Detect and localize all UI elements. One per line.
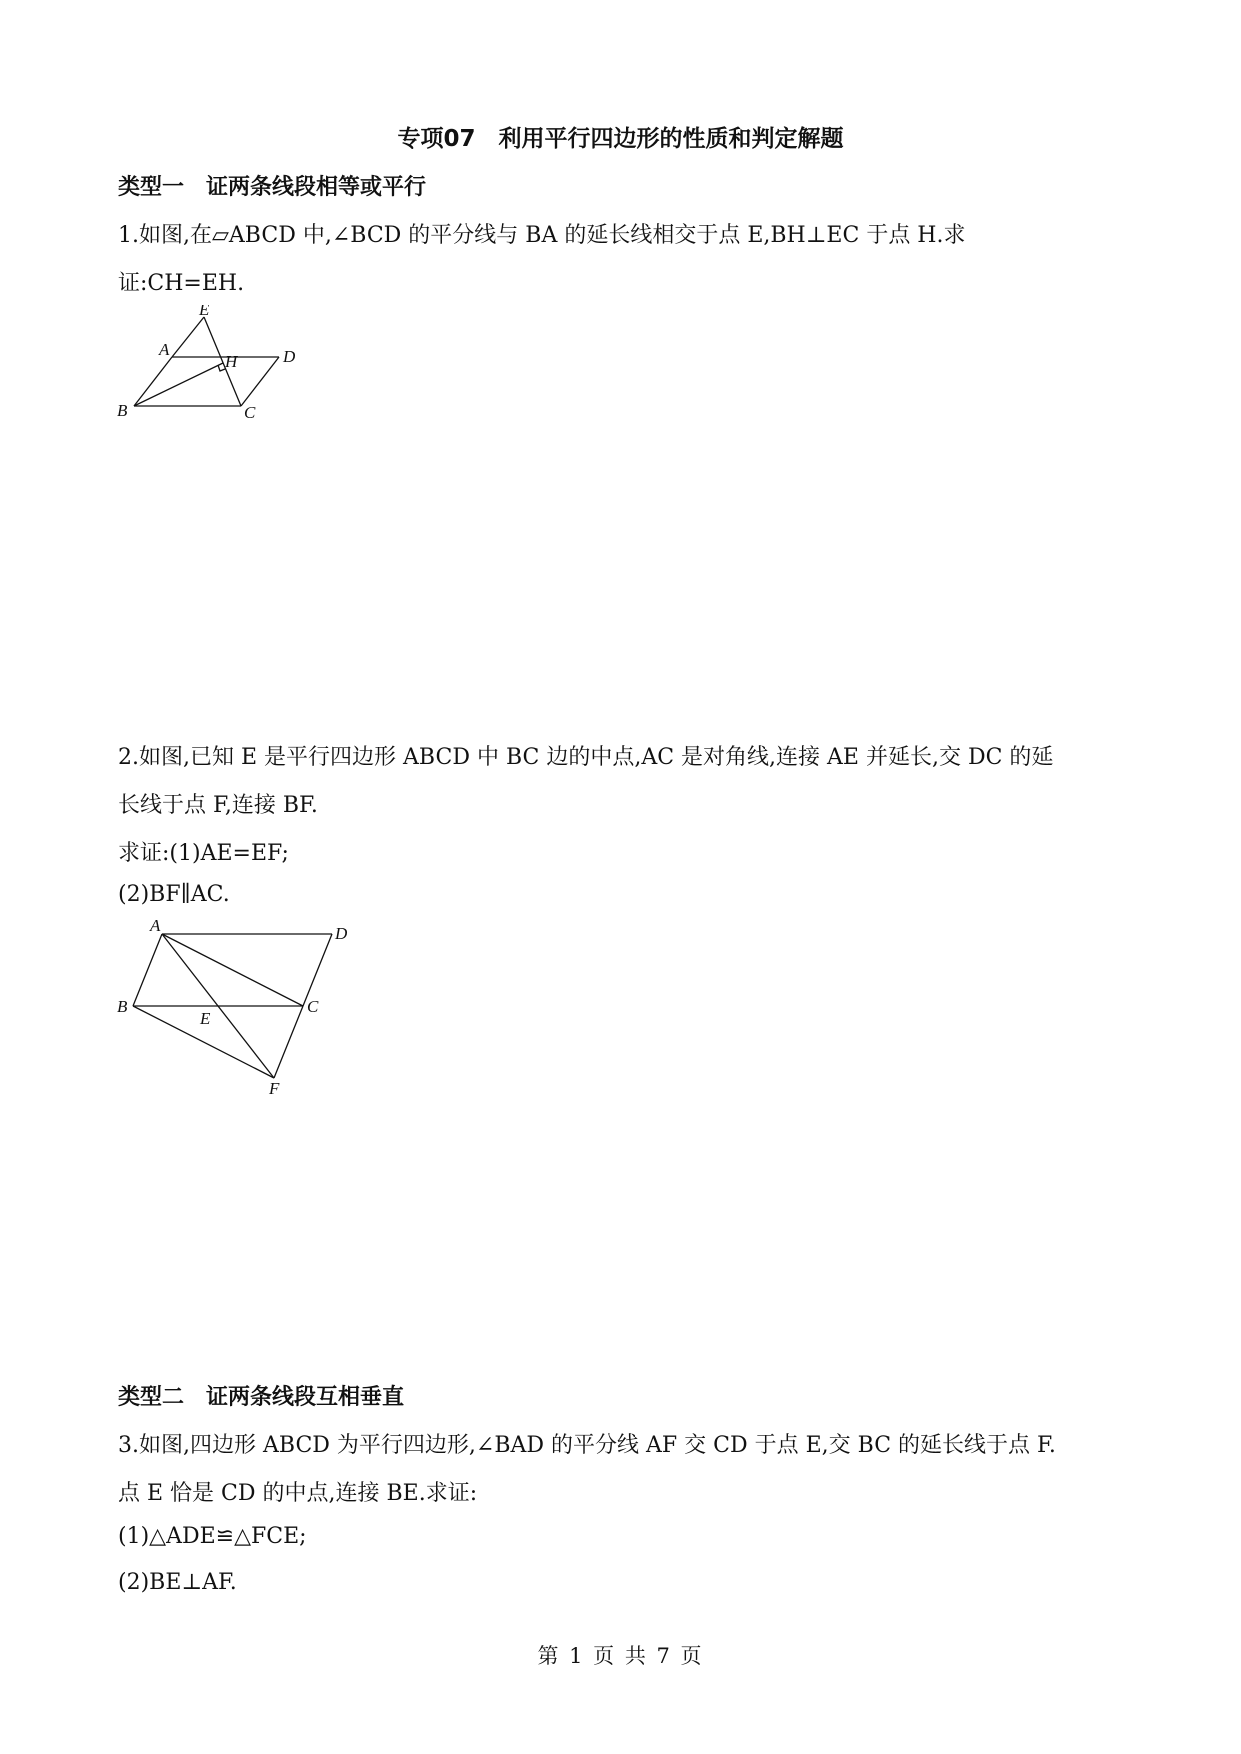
page-footer: 第 1 页 共 7 页 (537, 1644, 704, 1668)
question-1-line-2: 证:CH=EH. (118, 271, 245, 296)
label-q1-E: E (199, 305, 210, 319)
question-3-line-2: 点 E 恰是 CD 的中点,连接 BE.求证: (118, 1481, 478, 1506)
question-3-line-3: (1)△ADE≌△FCE; (118, 1524, 307, 1549)
label-q1-H: H (225, 352, 238, 371)
question-3-line-4: (2)BE⊥AF. (118, 1570, 237, 1595)
page-title: 专项07 利用平行四边形的性质和判定解题 (397, 126, 844, 152)
label-q2-C: C (307, 997, 319, 1016)
figure-q1-parallelogram (115, 305, 315, 420)
question-2-line-3: 求证:(1)AE=EF; (118, 841, 289, 866)
section-heading-type-2: 类型二 证两条线段互相垂直 (118, 1385, 405, 1410)
question-2-line-1: 2.如图,已知 E 是平行四边形 ABCD 中 BC 边的中点,AC 是对角线,连接 AE 并延长,交 DC 的延 (118, 745, 1054, 770)
label-q1-A: A (159, 340, 170, 359)
label-q1-B: B (117, 401, 128, 420)
question-2-line-2: 长线于点 F,连接 BF. (118, 793, 318, 818)
label-q1-C: C (244, 403, 256, 420)
section-heading-type-1: 类型一 证两条线段相等或平行 (118, 175, 427, 200)
figure-q2-parallelogram (115, 920, 365, 1095)
label-q2-B: B (117, 997, 128, 1016)
question-1-line-1: 1.如图,在▱ABCD 中,∠BCD 的平分线与 BA 的延长线相交于点 E,BH⊥EC 于点 H.求 (118, 223, 966, 248)
label-q2-A: A (150, 920, 161, 935)
question-2-line-4: (2)BF∥AC. (118, 882, 230, 907)
label-q2-F: F (269, 1079, 280, 1095)
label-q2-E: E (200, 1009, 211, 1028)
question-3-line-1: 3.如图,四边形 ABCD 为平行四边形,∠BAD 的平分线 AF 交 CD 于点 E,交 BC 的延长线于点 F. (118, 1433, 1056, 1458)
label-q1-D: D (283, 347, 296, 366)
label-q2-D: D (335, 924, 348, 943)
